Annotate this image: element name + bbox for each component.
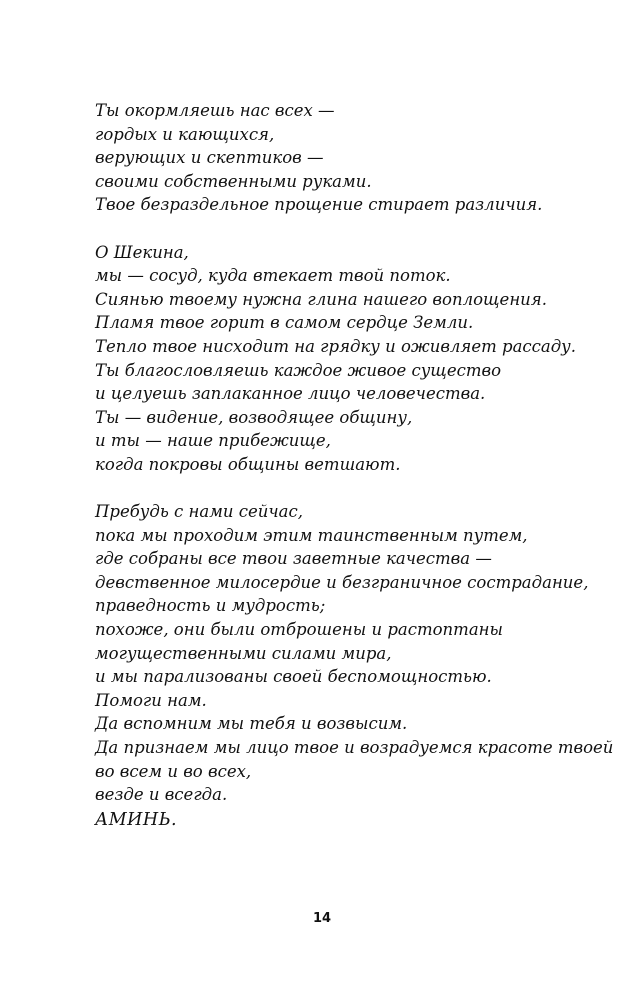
poem-line: О Шекина,: [95, 242, 189, 262]
poem-line: девственное милосердие и безграничное сострадание,: [95, 572, 589, 592]
stanza-2: [95, 241, 625, 477]
poem-line: своими собственными руками.: [95, 171, 372, 191]
stanza-1: [95, 99, 625, 217]
stanza-3: [95, 500, 625, 832]
poem-line: во всем и во всех,: [95, 761, 252, 781]
poem-line: похоже, они были отброшены и растоптаны: [95, 620, 503, 640]
poem-line: Пребудь с нами сейчас,: [95, 502, 304, 522]
poem-line: Помоги нам.: [95, 690, 207, 710]
poem-line: Тепло твое нисходит на грядку и оживляет рассаду.: [95, 336, 576, 356]
poem-line: когда покровы общины ветшают.: [95, 454, 401, 474]
poem-line: Сиянью твоему нужна глина нашего воплощения.: [95, 289, 547, 309]
poem-line: и ты — наше прибежище,: [95, 431, 331, 451]
poem-line: где собраны все твои заветные качества —: [95, 549, 492, 569]
poem-line: верующих и скептиков —: [95, 148, 324, 168]
poem-line: гордых и кающихся,: [95, 124, 275, 144]
poem-line: пока мы проходим этим таинственным путем,: [95, 525, 528, 545]
poem-line: Да вспомним мы тебя и возвысим.: [95, 714, 408, 734]
poem-closing-amen: АМИНЬ.: [95, 809, 178, 830]
poem-line: Твое безраздельное прощение стирает различия.: [95, 195, 543, 215]
poem-line: везде и всегда.: [95, 785, 228, 805]
poem-line: и целуешь заплаканное лицо человечества.: [95, 384, 486, 404]
poem-line: Пламя твое горит в самом сердце Земли.: [95, 313, 474, 333]
poem-line: мы — сосуд, куда втекает твой поток.: [95, 266, 451, 286]
poem-line: Ты благословляешь каждое живое существо: [95, 360, 502, 380]
poem-line: и мы парализованы своей беспомощностью.: [95, 667, 492, 687]
poem-text: [95, 99, 625, 832]
poem-line: Да признаем мы лицо твое и возрадуемся красоте твоей: [95, 738, 614, 758]
page-number: 14: [312, 911, 332, 926]
poem-line: Ты окормляешь нас всех —: [95, 101, 335, 120]
poem-line: могущественными силами мира,: [95, 643, 392, 663]
poem-line: праведность и мудрость;: [95, 596, 326, 616]
poem-line: Ты — видение, возводящее общину,: [95, 407, 413, 427]
